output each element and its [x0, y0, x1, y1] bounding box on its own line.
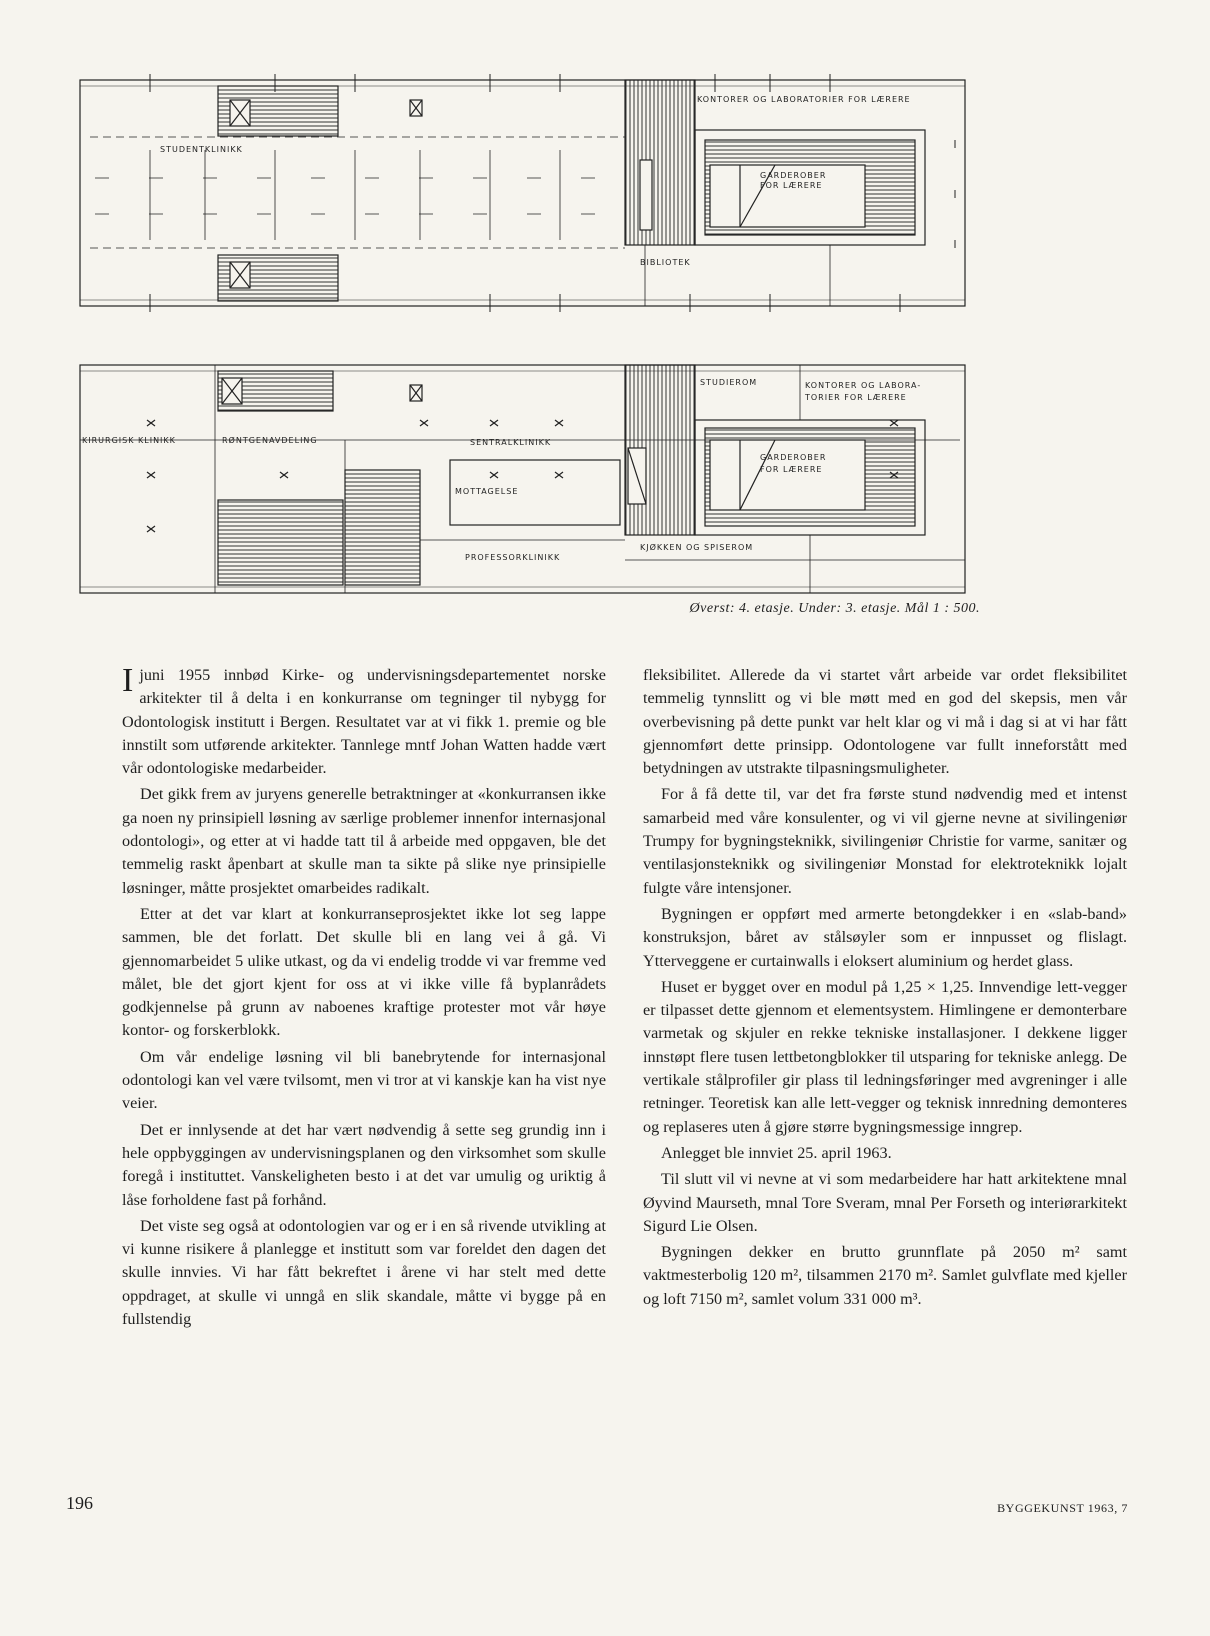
label-kjokken: KJØKKEN OG SPISEROM — [640, 543, 754, 552]
label-kontorer-2: TORIER FOR LÆRERE — [805, 393, 907, 402]
label-kontorer-1: KONTORER OG LABORA- — [805, 381, 922, 390]
label-rontgen: RØNTGENAVDELING — [222, 436, 318, 445]
drop-cap: I — [122, 662, 134, 699]
label-mottagelse: MOTTAGELSE — [455, 487, 519, 496]
page-number: 196 — [66, 1493, 93, 1513]
label-kontorer: KONTORER OG LABORATORIER FOR LÆRERE — [697, 95, 911, 104]
paragraph: Til slutt vil vi nevne at vi som medarbeidere har hatt arkitektene mnal Øyvind Maurseth, mnal Tore Sveram, mnal Per Forseth og interiørarkitekt Sigurd Lie Olsen. — [643, 1170, 1127, 1235]
paragraph: Etter at det var klart at konkurranseprosjektet ikke lot seg lappe sammen, ble det forlatt. Det skulle bli en lang vei å gå. Vi gjennomarbeidet 5 ulike utkast, og da vi endelig trodde vi var fremme ved målet, ble det gjort kjent for oss at vi ikke ville få byplanrådets godkjennelse på grunn av naboenes kraftige protester mot vår høye kontor- og forskerblokk. — [122, 904, 606, 1040]
label-garderober-2: FOR LÆRERE — [760, 465, 823, 474]
label-garderober-2: FOR LÆRERE — [760, 181, 823, 190]
paragraph: Anlegget ble innviet 25. april 1963. — [661, 1143, 892, 1162]
label-bibliotek: BIBLIOTEK — [640, 258, 691, 267]
plan-4th-floor — [80, 74, 965, 312]
label-professor: PROFESSORKLINIKK — [465, 553, 561, 562]
label-sentral: SENTRALKLINIKK — [470, 438, 552, 447]
plan-caption: Øverst: 4. etasje. Under: 3. etasje. Mål 1 : 500. — [689, 601, 980, 616]
paragraph: Huset er bygget over en modul på 1,25 × 1,25. Innvendige lett-vegger er tilpasset dette gjennom et elementsystem. Himlingene er demonterbare varmetak og skjuler en rekke tekniske installasjoner. I dekkene ligger innstøpt flere tusen lettbetongblokker til utsparing for tekniske anlegg. De vertikale stålprofiler gir plass til ledningsføringer med avgreninger i alle retninger. Teoretisk kan alle lett-vegger og teknisk innredning demonteres og replaseres uten å gjøre større bygningsmessige inngrep. — [643, 977, 1127, 1136]
label-garderober-1: GARDEROBER — [760, 453, 827, 462]
paragraph: Det viste seg også at odontologien var og er i en så rivende utvikling at vi kunne risikere å planlegge et institutt som var foreldet den dagen det skulle innvies. Vi har fått bekreftet i årene vi har stelt med dette oppdraget, at skulle vi unngå en slik skandale, måtte vi bygge på en fullstendig — [122, 1216, 606, 1329]
journal-footer: BYGGEKUNST 1963, 7 — [997, 1501, 1128, 1515]
paragraph: Det gikk frem av juryens generelle betraktninger at «konkurransen ikke ga noen ny prinsipiell løsning av særlige problemer innenfor internasjonal odontologi», og etter at vi hadde tatt til å arbeide med oppgaven, ble det temmelig raskt åpenbart at skulle man ta sikte på slike nye prinsipielle løsninger, måtte prosjektet omarbeides radikalt. — [122, 785, 606, 897]
article-column-right — [643, 664, 1127, 1314]
label-studierom: STUDIEROM — [700, 378, 758, 387]
paragraph: Bygningen dekker en brutto grunnflate på 2050 m² samt vaktmesterbolig 120 m², tilsammen 2170 m². Samlet gulvflate med kjeller og loft 7150 m², samlet volum 331 000 m³. — [643, 1243, 1127, 1308]
paragraph: Bygningen er oppført med armerte betongdekker i en «slab-band» konstruksjon, båret av stålsøyler som er innpusset og flislagt. Ytterveggene er curtainwalls i eloksert aluminium og herdet glass. — [643, 904, 1127, 970]
paragraph: Det er innlysende at det har vært nødvendig å sette seg grundig inn i hele oppbyggingen av undervisningsplanen og den virksomhet som skulle foregå i instituttet. Vanskeligheten besto i at det var umulig og uriktig å låse forholdene fast på forhånd. — [122, 1120, 606, 1209]
paragraph: Om vår endelige løsning vil bli banebrytende for internasjonal odontologi kan vel være tvilsomt, men vi tror at vi kanskje kan ha vist nye veier. — [122, 1047, 606, 1113]
paragraph: fleksibilitet. Allerede da vi startet vårt arbeide var ordet fleksibilitet temmelig tynnslitt og vi ble møtt med en god del skepsis, men vår overbevisning på dette punkt var helt klar og vi må i dag si at vi har fått gjennomført dette prinsipp. Odontologene var fullt inneforstått med betydningen av utstrakte tilpasningsmuligheter. — [643, 666, 1127, 778]
paragraph — [122, 664, 606, 780]
label-garderober-1: GARDEROBER — [760, 171, 827, 180]
paragraph: For å få dette til, var det fra første stund nødvendig med et intenst samarbeid med våre konsulenter, og vi vil gjerne nevne at sivilingeniør Trumpy for bygningsteknikk, sivilingeniør Christie for varme, sanitær og ventilasjonsteknikk og sivilingeniør Monstad for elektroteknikk lojalt fulgte våre intensjoner. — [643, 785, 1127, 897]
label-studentklinikk: STUDENTKLINIKK — [160, 145, 243, 154]
floor-plans — [0, 0, 1210, 600]
paragraph-text: juni 1955 innbød Kirke- og undervisningsdepartementet norske arkitekter til å delta i en konkurranse om tegninger til nybygg for Odontologisk institutt i Bergen. Resultatet var at vi fikk 1. premie og ble innstilt som utførende arkitekter. Tannlege mntf Johan Watten hadde vært vår odontologiske medarbeider. — [122, 666, 606, 778]
label-kirurgisk: KIRURGISK KLINIKK — [82, 436, 176, 445]
article-column-left — [122, 664, 606, 1334]
